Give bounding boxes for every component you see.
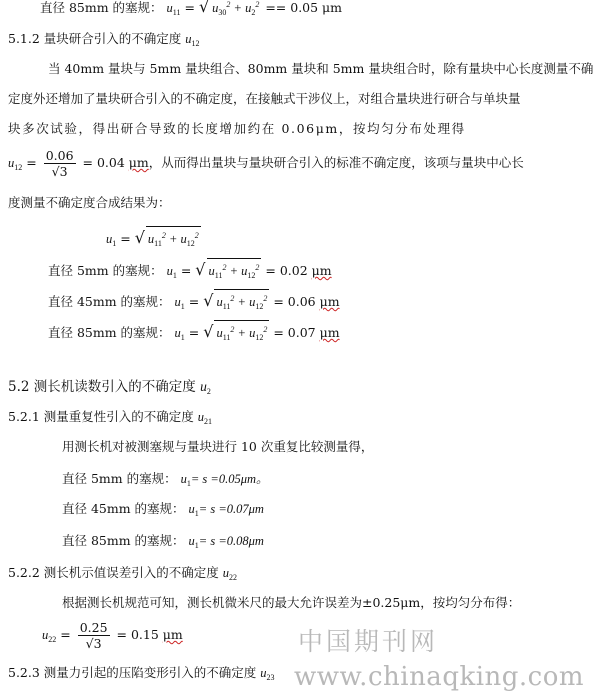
sqrt-sign: √ <box>198 0 210 16</box>
watermark-cn: 中国期刊网 <box>298 627 439 656</box>
repeat-85mm: 直径 85mm 的塞规： $u_1= s =0.08\mu m$ <box>62 533 264 550</box>
para-line-1: 当 40mm 量块与 5mm 量块组合、80mm 量块和 5mm 量块组合时，除有量块中心长度测量不确 <box>48 61 593 76</box>
para-line-5: 用测长机对被测塞规与量块进行 10 次重复比较测量得， <box>62 439 374 454</box>
formula-u12: $u_{12}$ = $\frac{0.06}{√3}$ = 0.04 μm，从而得出量块与量块研合引入的标准不确定度，该项与量块中心长 <box>8 147 524 179</box>
formula-u1: $u_1$ = √ $u_{11}^2 + u_{12}^2$ <box>106 226 201 253</box>
result-5mm: 直径 5mm 的塞规： $u_1$ = √ $u_{11}^2 + u_{12}^2 = 0.02$ μm <box>48 258 332 285</box>
label: 直径 85mm 的塞规： <box>40 0 163 15</box>
para-line-3: 块多次试验，得出研合导致的长度增加约在 0.06μm，按均匀分布处理得 <box>8 121 466 136</box>
result-85mm: 直径 85mm 的塞规： $u_1$ = √ $u_{11}^2 + u_{12}^2 = 0.07$ μm <box>48 320 340 347</box>
para-line-4: 度测量不确定度合成结果为： <box>8 195 171 210</box>
heading-5-2-1: 5.2.1 测量重复性引入的不确定度 $u_{21}$ <box>8 409 213 426</box>
line-85mm-u11 <box>40 0 342 22</box>
result-45mm: 直径 45mm 的塞规： $u_1$ = √ $u_{11}^2 + u_{12}^2 = 0.06$ μm <box>48 289 340 316</box>
para-line-2: 定度外还增加了量块研合引入的不确定度，在接触式干涉仪上，对组合量块进行研合与单块量 <box>8 91 521 106</box>
heading-5-2-3: 5.2.3 测量力引起的压陷变形引入的不确定度 $u_{23}$ <box>8 665 275 682</box>
heading-5-2-2: 5.2.2 测长机示值误差引入的不确定度 $u_{22}$ <box>8 565 238 582</box>
var-u11: $u_{11}$ <box>166 1 181 17</box>
heading-5-1-2: 5.1.2 量块研合引入的不确定度 $u_{12}$ <box>8 31 200 48</box>
repeat-45mm: 直径 45mm 的塞规： $u_1= s =0.07\mu m$ <box>62 501 264 518</box>
heading-5-2: 5.2 测长机读数引入的不确定度 $u_2$ <box>8 379 211 396</box>
sqrt-body: $u_{30}^2 + u_2^2$ <box>210 0 261 22</box>
formula-u22: $u_{22}$ = $\frac{0.25}{√3}$ = 0.15 μm <box>42 619 183 651</box>
watermark-url: www.chinaqking.com <box>294 662 585 692</box>
repeat-5mm: 直径 5mm 的塞规： $u_1= s =0.05\mu m$。 <box>62 471 269 488</box>
para-line-6: 根据测长机规范可知，测长机微米尺的最大允许误差为±0.25μm，按均匀分布得： <box>62 595 521 610</box>
result: == 0.05 μm <box>265 0 343 15</box>
fraction: $\frac{0.06}{√3}$ <box>45 147 74 179</box>
equals: = <box>184 0 195 15</box>
